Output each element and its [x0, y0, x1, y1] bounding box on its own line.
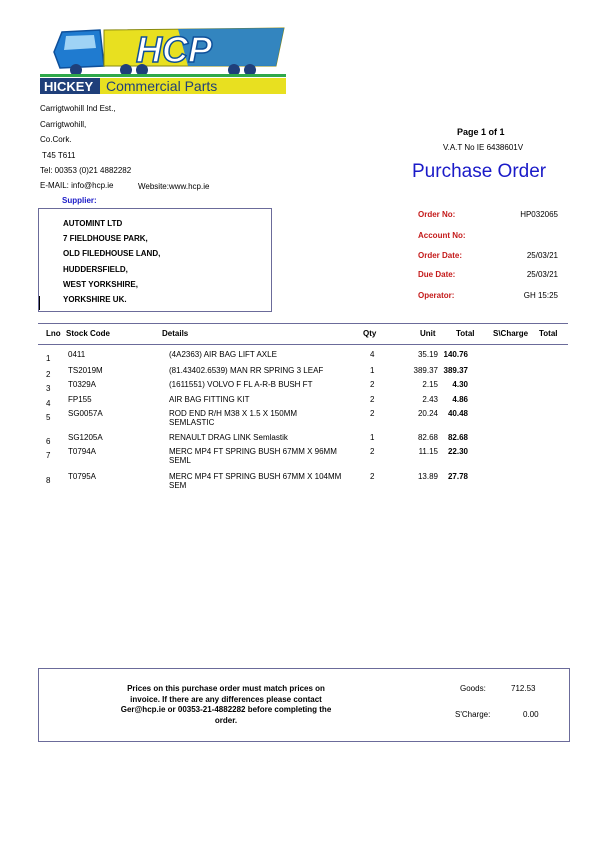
row-total: 22.30	[447, 447, 468, 456]
col-details: Details	[162, 329, 189, 338]
scharge-label: S'Charge:	[455, 710, 491, 719]
row-code: T0795A	[68, 472, 97, 481]
address-line: Tel: 00353 (0)21 4882282	[40, 166, 132, 175]
order-number-value: HP032065	[520, 210, 558, 219]
row-lno: 4	[46, 399, 51, 408]
row-unit: 13.89	[417, 472, 438, 481]
row-details: RENAULT DRAG LINK Semlastik	[169, 433, 288, 442]
notice-line: Prices on this purchase order must match prices on	[127, 684, 325, 693]
company-website[interactable]: Website:www.hcp.ie	[138, 182, 210, 191]
row-lno: 2	[46, 370, 51, 379]
row-code: SG0057A	[68, 409, 103, 418]
col-unit: Unit	[420, 329, 436, 338]
row-total: 4.86	[452, 395, 468, 404]
vat-number: V.A.T No IE 6438601V	[443, 143, 524, 152]
row-code: T0794A	[68, 447, 97, 456]
order-number-label: Order No:	[418, 210, 456, 219]
row-details: (4A2363) AIR BAG LIFT AXLE	[169, 350, 277, 359]
row-qty: 2	[370, 472, 375, 481]
address-line: Co.Cork.	[40, 135, 72, 144]
row-details: (81.43402.6539) MAN RR SPRING 3 LEAF	[169, 366, 324, 375]
operator-value: GH 15:25	[523, 291, 558, 300]
row-qty: 4	[370, 350, 375, 359]
goods-label: Goods:	[460, 684, 486, 693]
scharge-value: 0.00	[523, 710, 539, 719]
order-date-value: 25/03/21	[526, 251, 558, 260]
due-date-label: Due Date:	[418, 270, 456, 279]
operator-row	[418, 291, 558, 303]
row-unit: 389.37	[413, 366, 438, 375]
row-total: 4.30	[452, 380, 468, 389]
address-line: Carrigtwohill Ind Est.,	[40, 104, 116, 113]
table-header	[38, 323, 568, 345]
row-code: SG1205A	[68, 433, 103, 442]
price-notice	[92, 684, 360, 726]
row-lno: 5	[46, 413, 51, 422]
row-qty: 2	[370, 447, 375, 456]
row-code: T0329A	[68, 380, 97, 389]
order-date-label: Order Date:	[418, 251, 463, 260]
address-line: T45 T611	[42, 150, 76, 160]
notice-line: order.	[214, 715, 238, 725]
notice-line: Ger@hcp.ie or 00353-21-4882282 before completing the	[120, 705, 332, 714]
company-address	[40, 101, 131, 179]
supplier-line: WEST YORKSHIRE,	[63, 279, 138, 289]
row-code: TS2019M	[68, 366, 103, 375]
col-scharge: S\Charge	[493, 329, 529, 338]
row-code: 0411	[68, 350, 86, 359]
row-lno: 3	[46, 384, 51, 393]
row-details: MERC MP4 FT SPRING BUSH 67MM X 104MM SEM	[169, 472, 342, 490]
row-qty: 2	[370, 409, 375, 418]
row-unit: 2.43	[422, 395, 438, 404]
row-total: 82.68	[447, 433, 468, 442]
supplier-line: 7 FIELDHOUSE PARK,	[63, 234, 148, 244]
text-cursor	[39, 296, 40, 310]
document-title: Purchase Order	[412, 161, 547, 182]
row-unit: 35.19	[417, 350, 438, 359]
logo-sub-right: Commercial Parts	[106, 78, 218, 94]
operator-label: Operator:	[418, 291, 455, 300]
row-details: ROD END R/H M38 X 1.5 X 150MM SEMLASTIC	[169, 409, 298, 427]
notice-line: invoice. If there are any differences please contact	[130, 694, 322, 704]
company-email[interactable]: E-MAIL: info@hcp.ie	[40, 181, 114, 190]
col-total-2: Total	[539, 329, 558, 338]
supplier-label: Supplier:	[62, 196, 97, 205]
row-unit: 82.68	[417, 433, 438, 442]
row-qty: 2	[370, 380, 375, 389]
order-date-row	[418, 251, 558, 263]
supplier-line: AUTOMINT LTD	[63, 219, 123, 228]
goods-value: 712.53	[511, 684, 536, 693]
page-number: Page 1 of 1	[457, 127, 505, 137]
row-lno: 8	[46, 476, 51, 485]
row-qty: 2	[370, 395, 375, 404]
address-line: Carrigtwohill,	[40, 119, 87, 129]
col-lno: Lno	[46, 329, 61, 338]
row-total: 140.76	[443, 350, 468, 359]
row-unit: 2.15	[422, 380, 438, 389]
col-qty: Qty	[363, 329, 377, 338]
order-number-row	[418, 210, 558, 222]
row-details: MERC MP4 FT SPRING BUSH 67MM X 96MM SEML	[169, 447, 337, 465]
row-details: (1611551) VOLVO F FL A-R-B BUSH FT	[169, 380, 313, 389]
supplier-line: OLD FILEDHOUSE LAND,	[63, 249, 161, 259]
row-lno: 1	[46, 354, 51, 363]
supplier-line: HUDDERSFIELD,	[63, 264, 128, 274]
account-number-label: Account No:	[418, 231, 466, 240]
row-code: FP155	[68, 395, 92, 404]
row-lno: 7	[46, 451, 51, 460]
col-total: Total	[456, 329, 475, 338]
row-details: AIR BAG FITTING KIT	[169, 395, 250, 404]
row-lno: 6	[46, 437, 51, 446]
col-stock-code: Stock Code	[66, 329, 111, 338]
row-unit: 20.24	[417, 409, 438, 418]
supplier-box	[38, 208, 272, 312]
company-logo	[38, 22, 288, 98]
logo-sub-left: HICKEY	[44, 79, 94, 94]
due-date-row	[418, 270, 558, 282]
row-total: 389.37	[443, 366, 468, 375]
account-number-row	[418, 231, 558, 243]
row-total: 40.48	[447, 409, 468, 418]
supplier-line: YORKSHIRE UK.	[63, 295, 127, 305]
row-qty: 1	[370, 433, 375, 442]
due-date-value: 25/03/21	[526, 270, 558, 279]
row-total: 27.78	[447, 472, 468, 481]
row-unit: 11.15	[418, 447, 438, 456]
logo-text: HCP	[136, 29, 213, 70]
row-qty: 1	[370, 366, 375, 375]
